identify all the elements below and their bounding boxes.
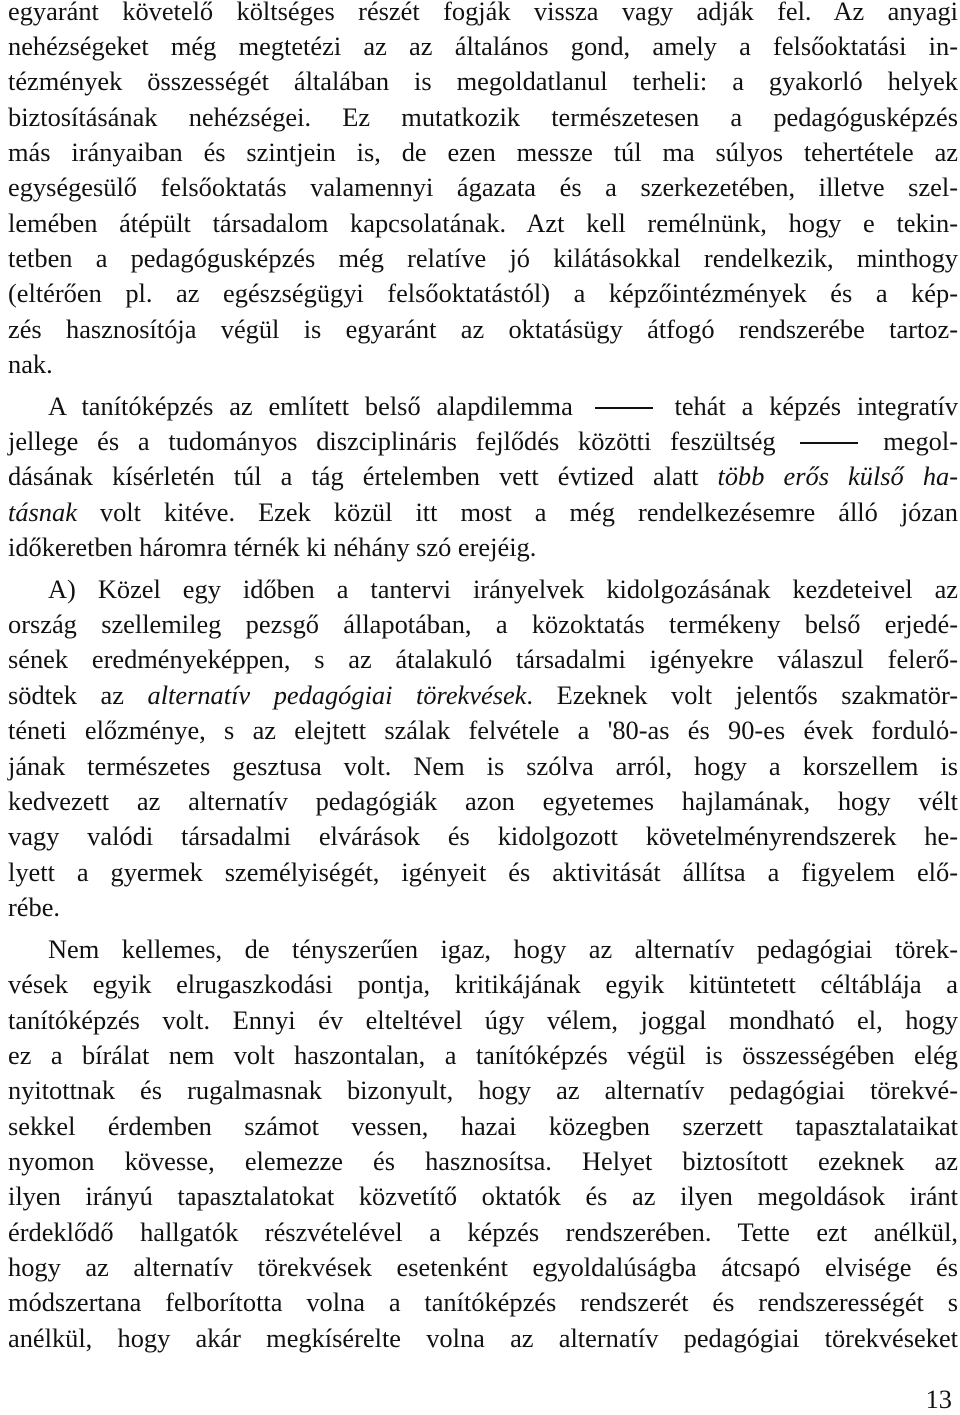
text-line: vések egyik elrugaszkodási pontja, kritikájának egyik kitüntetett céltáblája a bbox=[8, 969, 958, 999]
em-dash bbox=[595, 407, 653, 409]
text-line bbox=[8, 678, 958, 713]
text-line: időkeretben háromra térnék ki néhány szó erejéig. bbox=[8, 532, 537, 562]
text-line: vagy valódi társadalmi elvárások és kidolgozott követelményrendszerek he- bbox=[8, 821, 958, 851]
text-span: A tanítóképzés az említett belső alapdilemma bbox=[48, 391, 573, 421]
italic-span: tásnak bbox=[8, 497, 77, 527]
text-line: érdeklődő hallgatók részvételével a képzés rendszerében. Tette ezt anélkül, bbox=[8, 1217, 958, 1247]
text-span: tehát a képzés integratív bbox=[674, 391, 958, 421]
text-line: sekkel érdemben számot vessen, hazai közegben szerzett tapasztalataikat bbox=[8, 1111, 958, 1141]
text-line: tézmények összességét általában is megoldatlanul terheli: a gyakorló helyek bbox=[8, 66, 958, 96]
text-line bbox=[8, 389, 958, 424]
text-line: hogy az alternatív törekvések esetenként egyoldalúságba átcsapó elvisége és bbox=[8, 1252, 958, 1282]
text-line: módszertana felborította volna a tanítóképzés rendszerét és rendszerességét s bbox=[8, 1287, 958, 1317]
text-line: rébe. bbox=[8, 892, 61, 922]
text-line: nehézségeket még megtetézi az az általános gond, amely a felsőoktatási in- bbox=[8, 31, 958, 61]
text-line: nyitottnak és rugalmasnak bizonyult, hogy az alternatív pedagógiai törekvé- bbox=[8, 1075, 958, 1105]
text-line: zés hasznosítója végül is egyaránt az oktatásügy átfogó rendszerébe tartoz- bbox=[8, 314, 958, 344]
text-span: södtek az bbox=[8, 680, 148, 710]
text-line bbox=[8, 459, 958, 494]
text-line: tetben a pedagógusképzés még relatíve jó kilátásokkal rendelkezik, minthogy bbox=[8, 243, 958, 273]
text-line: anélkül, hogy akár megkísérelte volna az alternatív pedagógiai törekvéseket bbox=[8, 1323, 958, 1353]
text-line: lemében átépült társadalom kapcsolatának. Azt kell remélnünk, hogy e tekin- bbox=[8, 208, 958, 238]
text-line: ilyen irányú tapasztalatokat közvetítő oktatók és az ilyen megoldások iránt bbox=[8, 1181, 958, 1211]
text-span: megol- bbox=[883, 426, 958, 456]
text-span: . Ezeknek volt jelentős szakmatör- bbox=[526, 680, 959, 710]
text-line: tanítóképzés volt. Ennyi év elteltével úgy vélem, joggal mondható el, hogy bbox=[8, 1005, 958, 1035]
text-line bbox=[8, 424, 958, 459]
text-line: nak. bbox=[8, 349, 53, 379]
text-line: egységesülő felsőoktatás valamennyi ágazata és a szerkezetében, illetve szel- bbox=[8, 172, 958, 202]
italic-span: alternatív pedagógiai törekvések bbox=[147, 680, 527, 710]
text-line: A) Közel egy időben a tantervi irányelvek kidolgozásának kezdeteivel az bbox=[48, 574, 958, 604]
text-line: téneti előzménye, s az elejtett szálak felvétele a '80-as és 90-es évek fordulό- bbox=[8, 715, 958, 745]
italic-span: több erős külső ha- bbox=[717, 461, 958, 491]
text-line: ez a bírálat nem volt haszontalan, a tanítóképzés végül is összességében elég bbox=[8, 1040, 958, 1070]
text-line: más irányaiban és szintjein is, de ezen messze túl ma súlyos tehertétele az bbox=[8, 137, 958, 167]
text-line: nyomon kövesse, elemezze és hasznosítsa. Helyet biztosított ezeknek az bbox=[8, 1146, 958, 1176]
text-line: jának természetes gesztusa volt. Nem is szólva arról, hogy a korszellem is bbox=[8, 751, 958, 781]
text-line: egyaránt követelő költséges részét fogják vissza vagy adják fel. Az anyagi bbox=[8, 0, 958, 26]
text-line: Nem kellemes, de tényszerűen igaz, hogy az alternatív pedagógiai törek- bbox=[48, 934, 958, 964]
em-dash bbox=[800, 442, 858, 444]
text-line: biztosításának nehézségei. Ez mutatkozik természetesen a pedagógusképzés bbox=[8, 102, 958, 132]
text-line: lyett a gyermek személyiségét, igényeit és aktivitását állítsa a figyelem elő- bbox=[8, 857, 958, 887]
text-line: kedvezett az alternatív pedagógiák azon egyetemes hajlamának, hogy vélt bbox=[8, 786, 958, 816]
text-span: dásának kísérletén túl a tág értelemben vett évtized alatt bbox=[8, 461, 718, 491]
text-span: jellege és a tudományos diszciplináris fejlődés közötti feszültség bbox=[8, 426, 776, 456]
text-span: volt kitéve. Ezek közül itt most a még rendelkezésemre álló józan bbox=[76, 497, 958, 527]
page-number: 13 bbox=[925, 1384, 952, 1414]
text-line: (eltérően pl. az egészségügyi felsőoktatástól) a képzőintézmények és a kép- bbox=[8, 278, 958, 308]
text-line bbox=[8, 495, 958, 530]
text-line: sének eredményeképpen, s az átalakuló társadalmi igényekre válaszul felerő- bbox=[8, 644, 958, 674]
text-line: ország szellemileg pezsgő állapotában, a közoktatás termékeny belső erjedé- bbox=[8, 609, 958, 639]
